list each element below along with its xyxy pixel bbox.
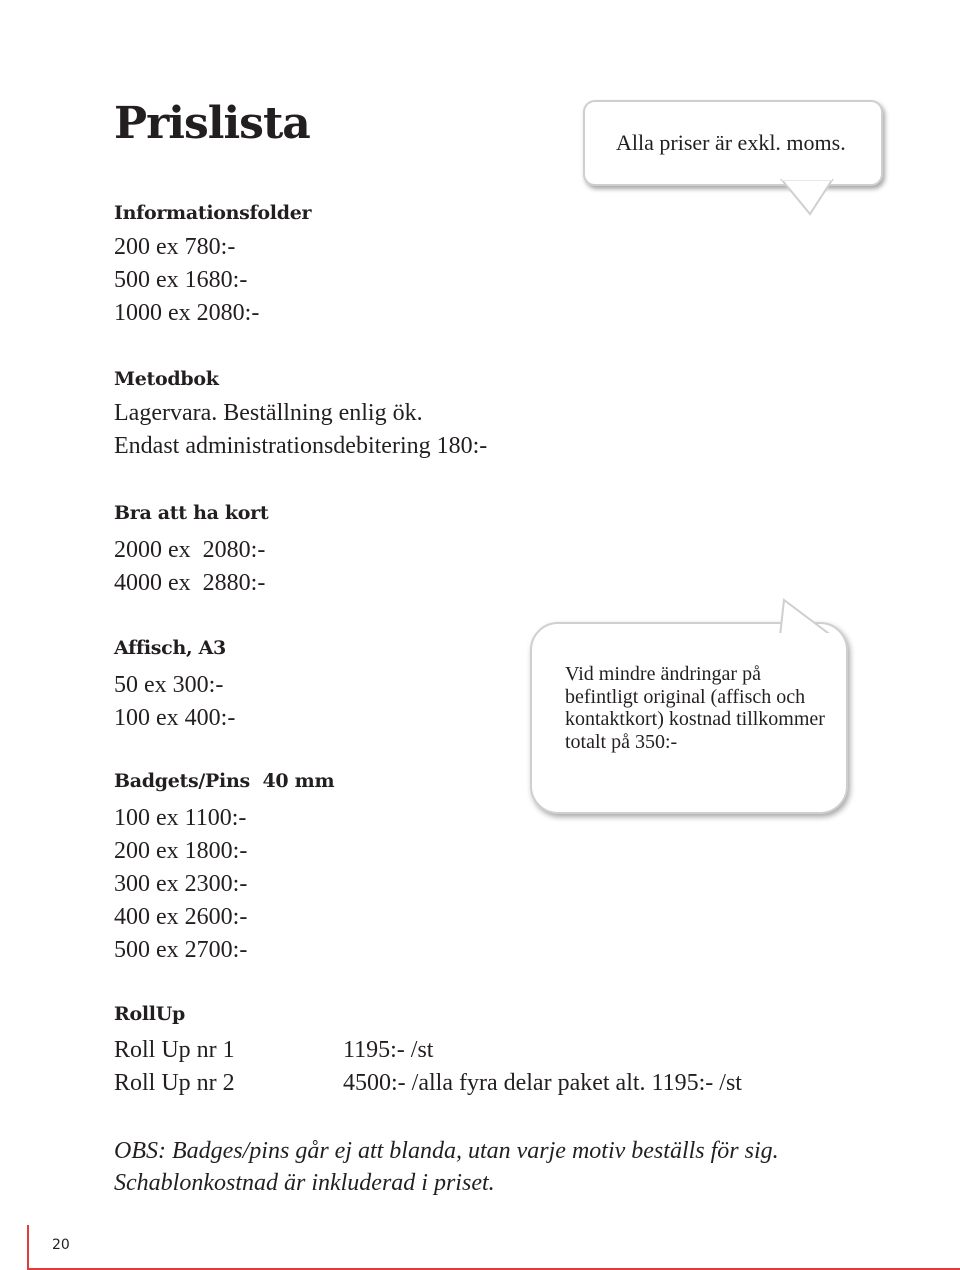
obs-note [114, 1135, 779, 1199]
obs-line: Schablonkostnad är inkluderad i priset. [114, 1170, 495, 1196]
vat-note-text: Alla priser är exkl. moms. [616, 130, 846, 155]
price-line: 100 ex 400:- [114, 705, 236, 731]
info-line: Lagervara. Beställning enlig ök. [114, 400, 423, 426]
bubble-tail-icon [772, 596, 852, 636]
price-line: 300 ex 2300:- [114, 871, 248, 897]
section-heading: Badgets/Pins 40 mm [114, 770, 335, 792]
page-number: 20 [52, 1237, 70, 1253]
section-rollup [114, 1001, 185, 1027]
price-line: 200 ex 1800:- [114, 838, 248, 864]
section-kort [114, 500, 268, 600]
price-line: 50 ex 300:- [114, 672, 224, 698]
rollup-price: 1195:- /st [343, 1037, 434, 1063]
price-line: 1000 ex 2080:- [114, 300, 260, 326]
section-affisch [114, 635, 235, 735]
rollup-row [114, 1034, 914, 1067]
price-line: 100 ex 1100:- [114, 805, 247, 831]
price-line: 2000 ex 2080:- [114, 537, 266, 563]
section-badgets [114, 768, 334, 967]
bubble-tail-icon [780, 178, 840, 218]
section-heading: Metodbok [114, 368, 219, 390]
rollup-name: Roll Up nr 1 [114, 1037, 235, 1063]
price-line: 4000 ex 2880:- [114, 570, 266, 596]
price-line: 400 ex 2600:- [114, 904, 248, 930]
info-line: Endast administrationsdebitering 180:- [114, 433, 488, 459]
section-heading: Informationsfolder [114, 202, 312, 224]
page-title: Prislista [114, 98, 310, 149]
change-note-text: Vid mindre ändringar på befintligt original (affisch och kontaktkort) kostnad tillkommer totalt på 350:- [565, 663, 825, 753]
rollup-price: 4500:- /alla fyra delar paket alt. 1195:- /st [343, 1070, 742, 1096]
rollup-name: Roll Up nr 2 [114, 1070, 235, 1096]
section-heading: Bra att ha kort [114, 502, 269, 524]
price-line: 500 ex 1680:- [114, 267, 248, 293]
price-line: 500 ex 2700:- [114, 937, 248, 963]
footer-divider [27, 1225, 29, 1270]
section-informationsfolder [114, 200, 311, 330]
section-heading: RollUp [114, 1003, 185, 1025]
section-heading: Affisch, A3 [114, 637, 226, 659]
section-metodbok [114, 366, 487, 463]
rollup-row [114, 1067, 914, 1100]
obs-line: OBS: Badges/pins går ej att blanda, utan varje motiv beställs för sig. [114, 1138, 779, 1164]
price-line: 200 ex 780:- [114, 234, 236, 260]
